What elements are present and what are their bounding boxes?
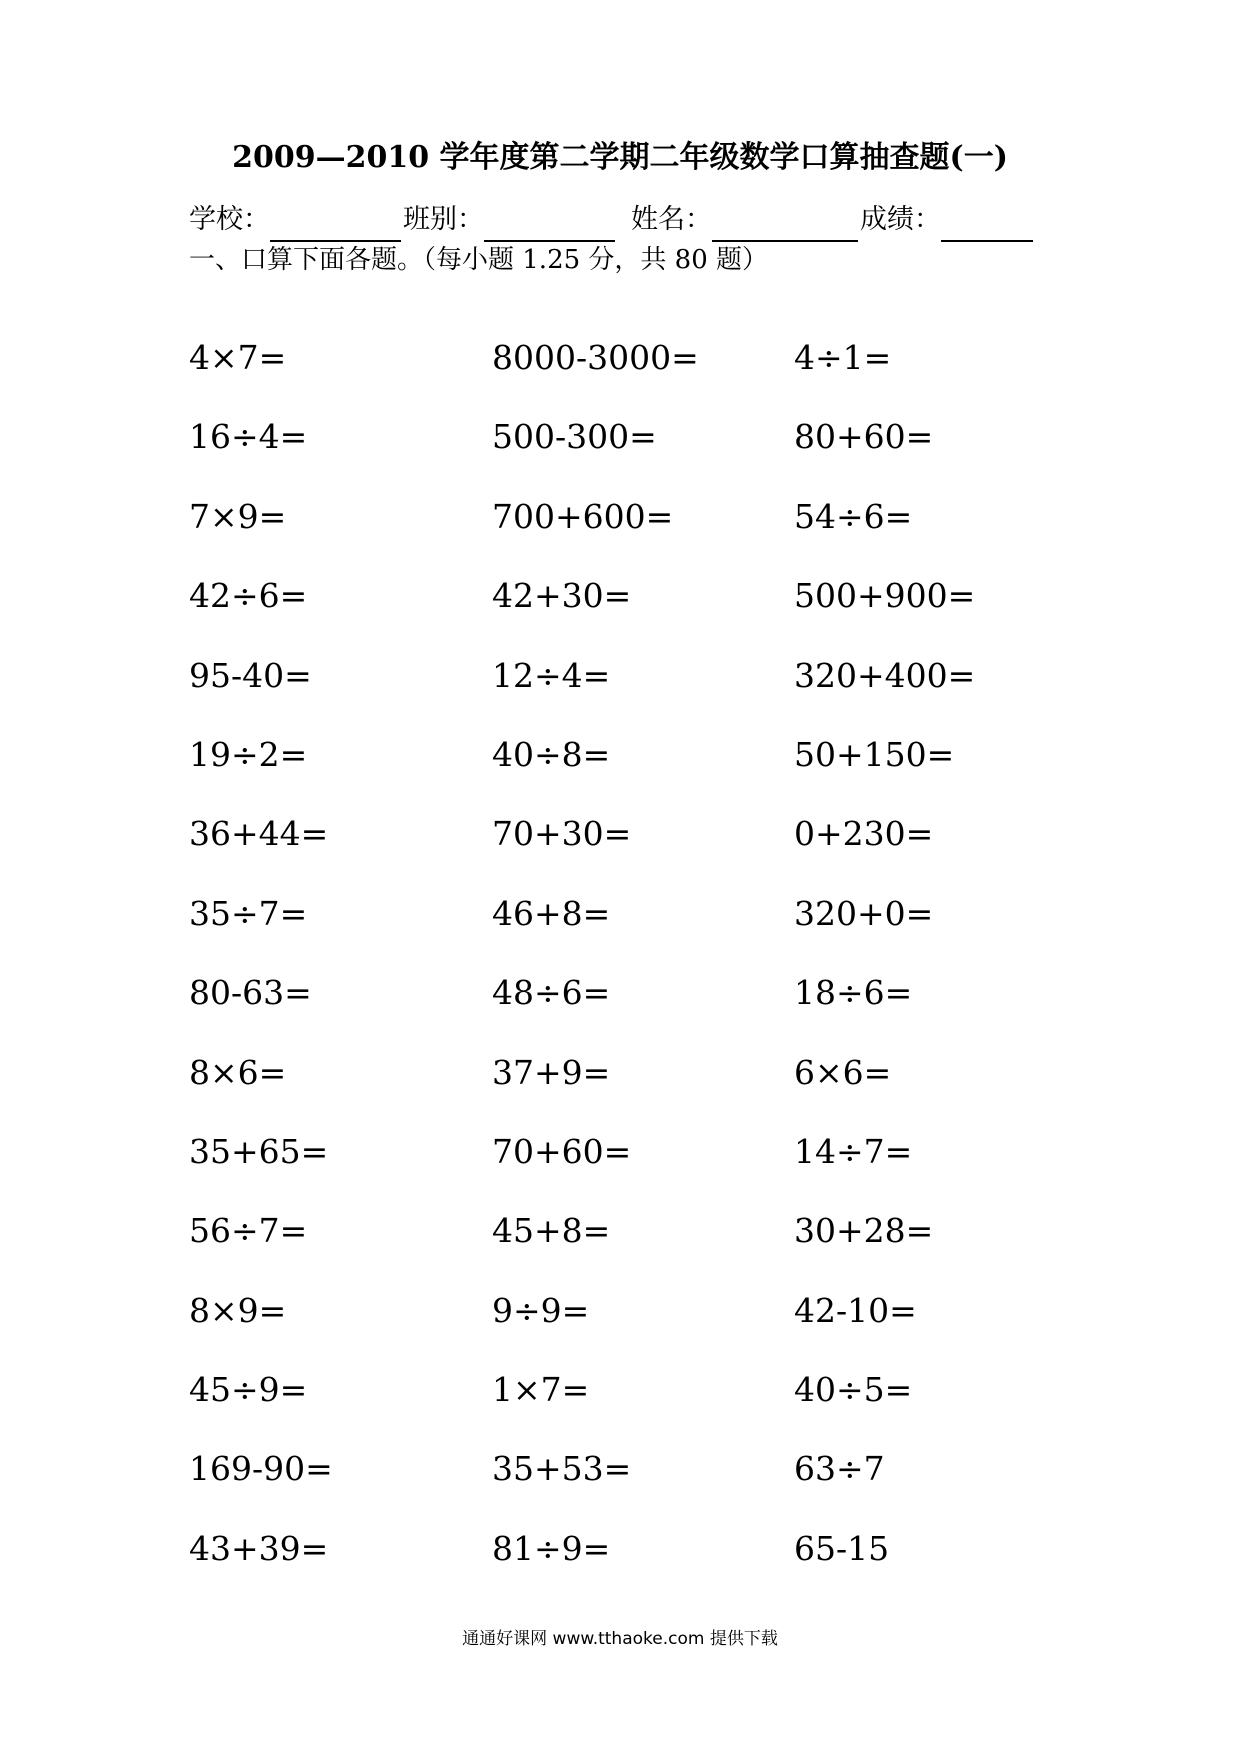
arithmetic-problem: 65-15: [794, 1528, 890, 1568]
problem-row: [189, 654, 1089, 733]
problem-row: [189, 1209, 1089, 1288]
problem-row: [189, 1051, 1089, 1130]
name-label: 姓名：: [631, 204, 712, 235]
arithmetic-problem: 70+30=: [492, 814, 632, 854]
arithmetic-problem: 81÷9=: [492, 1528, 611, 1568]
arithmetic-problem: 700+600=: [492, 496, 674, 536]
arithmetic-problem: 80+60=: [794, 417, 934, 457]
arithmetic-problem: 43+39=: [189, 1528, 329, 1568]
arithmetic-problem: 36+44=: [189, 814, 329, 854]
arithmetic-problem: 46+8=: [492, 893, 611, 933]
page-title: 2009—2010 学年度第二学期二年级数学口算抽查题(一): [232, 140, 1008, 175]
arithmetic-problem: 4×7=: [189, 338, 287, 377]
arithmetic-problem: 12÷4=: [492, 655, 611, 695]
arithmetic-problem: 63÷7: [794, 1449, 885, 1489]
arithmetic-problem: 8×9=: [189, 1290, 287, 1330]
arithmetic-problem: 7×9=: [189, 496, 287, 536]
class-blank: [484, 206, 615, 242]
arithmetic-problem: 6×6=: [794, 1052, 892, 1092]
school-blank: [270, 206, 401, 242]
problem-grid: [189, 336, 1089, 1606]
arithmetic-problem: 48÷6=: [492, 973, 611, 1013]
score-label: 成绩：: [860, 204, 941, 235]
arithmetic-problem: 19÷2=: [189, 734, 308, 774]
arithmetic-problem: 45+8=: [492, 1211, 611, 1251]
arithmetic-problem: 320+0=: [794, 893, 934, 933]
arithmetic-problem: 169-90=: [189, 1449, 333, 1489]
arithmetic-problem: 45÷9=: [189, 1370, 308, 1410]
section-instruction: 一、口算下面各题。（每小题 1.25 分，共 80 题）: [189, 245, 769, 275]
arithmetic-problem: 14÷7=: [794, 1131, 913, 1171]
problem-row: [189, 574, 1089, 653]
problem-row: [189, 892, 1089, 971]
arithmetic-problem: 8×6=: [189, 1052, 287, 1092]
arithmetic-problem: 1×7=: [492, 1370, 590, 1410]
arithmetic-problem: 42+30=: [492, 576, 632, 616]
problem-row: [189, 1130, 1089, 1209]
class-label: 班别：: [403, 204, 484, 235]
arithmetic-problem: 500+900=: [794, 576, 976, 616]
arithmetic-problem: 35+53=: [492, 1449, 632, 1489]
problem-row: [189, 1527, 1089, 1606]
student-info-line: [189, 198, 1035, 242]
problem-row: [189, 1289, 1089, 1368]
arithmetic-problem: 9÷9=: [492, 1290, 590, 1330]
arithmetic-problem: 8000-3000=: [492, 338, 699, 377]
problem-row: [189, 336, 1089, 415]
arithmetic-problem: 16÷4=: [189, 417, 308, 457]
arithmetic-problem: 35+65=: [189, 1131, 329, 1171]
arithmetic-problem: 320+400=: [794, 655, 976, 695]
arithmetic-problem: 35÷7=: [189, 893, 308, 933]
footer-credit: 通通好课网 www.tthaoke.com 提供下载: [462, 1629, 778, 1649]
arithmetic-problem: 42-10=: [794, 1290, 917, 1330]
arithmetic-problem: 56÷7=: [189, 1211, 308, 1251]
name-blank: [712, 206, 858, 242]
arithmetic-problem: 80-63=: [189, 973, 312, 1013]
score-blank: [941, 206, 1033, 242]
arithmetic-problem: 50+150=: [794, 734, 955, 774]
arithmetic-problem: 40÷8=: [492, 734, 611, 774]
problem-row: [189, 1447, 1089, 1526]
arithmetic-problem: 18÷6=: [794, 973, 913, 1013]
arithmetic-problem: 4÷1=: [794, 338, 892, 377]
problem-row: [189, 495, 1089, 574]
problem-row: [189, 733, 1089, 812]
arithmetic-problem: 40÷5=: [794, 1370, 913, 1410]
arithmetic-problem: 95-40=: [189, 655, 312, 695]
arithmetic-problem: 42÷6=: [189, 576, 308, 616]
problem-row: [189, 1368, 1089, 1447]
arithmetic-problem: 30+28=: [794, 1211, 934, 1251]
problem-row: [189, 812, 1089, 891]
problem-row: [189, 971, 1089, 1050]
arithmetic-problem: 500-300=: [492, 417, 657, 457]
arithmetic-problem: 0+230=: [794, 814, 934, 854]
school-label: 学校：: [189, 204, 270, 235]
arithmetic-problem: 54÷6=: [794, 496, 913, 536]
arithmetic-problem: 70+60=: [492, 1131, 632, 1171]
arithmetic-problem: 37+9=: [492, 1052, 611, 1092]
problem-row: [189, 415, 1089, 494]
